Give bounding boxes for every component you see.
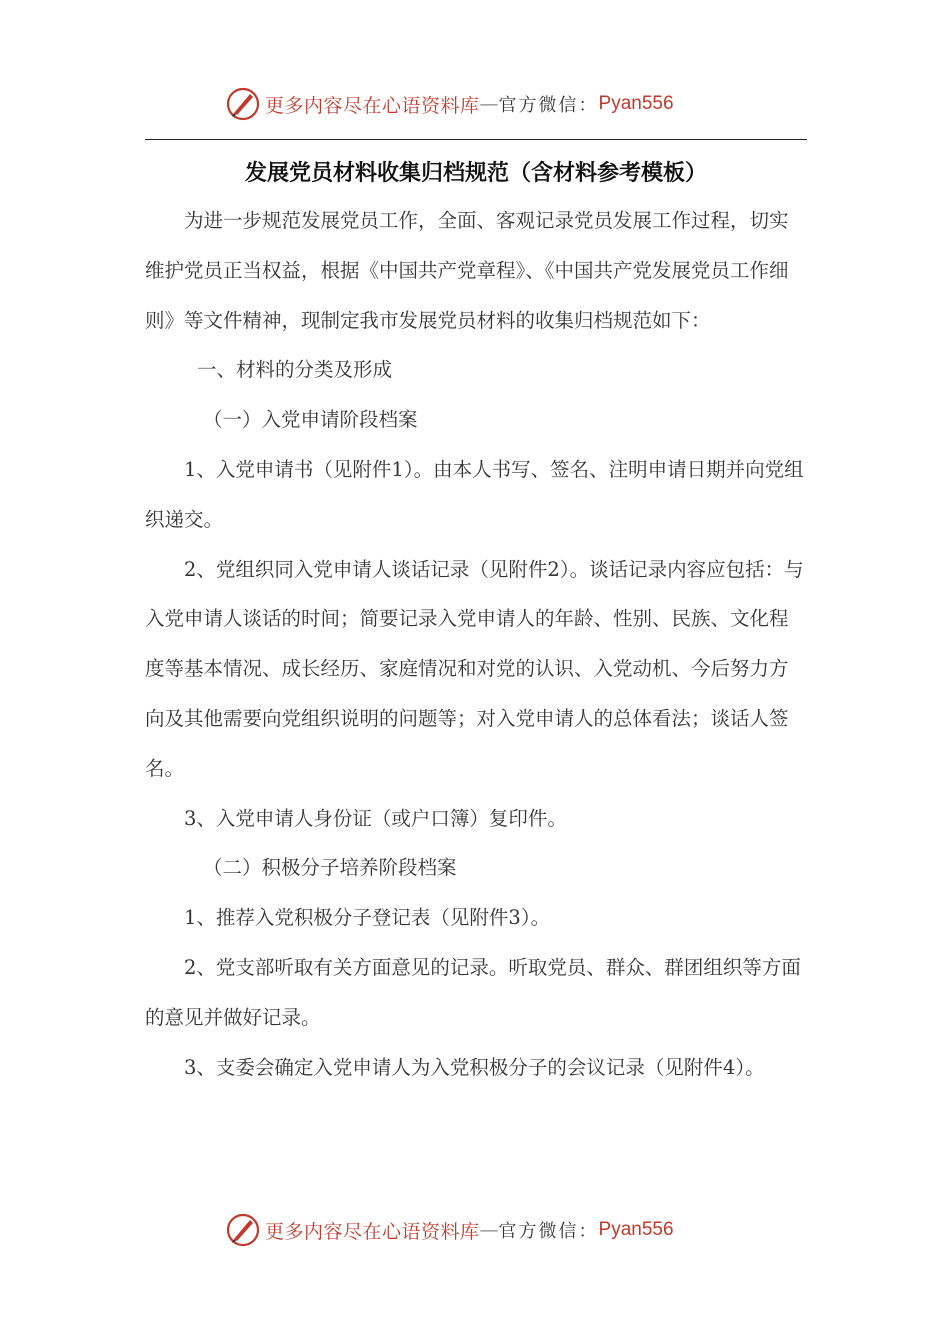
quill-pen-logo-icon bbox=[225, 86, 261, 122]
list-item: 1、入党申请书（见附件1）。由本人书写、签名、注明申请日期并向党组织递交。 bbox=[145, 457, 804, 531]
banner-main-text: 更多内容尽在心语资料库 bbox=[265, 94, 480, 117]
banner-official-label: 官方微信： bbox=[498, 1221, 599, 1242]
list-item: 3、入党申请人身份证（或户口簿）复印件。 bbox=[184, 806, 567, 830]
intro-paragraph: 为进一步规范发展党员工作，全面、客观记录党员发展工作过程，切实维护党员正当权益，根据《中国共产党章程》、《中国共产党发展党员工作细则》等文件精神，现制定我市发展党员材料的收集归档规范如下： bbox=[145, 209, 789, 332]
banner-wechat-id: Pyan556 bbox=[598, 1219, 674, 1240]
banner-official-label: 官方微信： bbox=[498, 95, 599, 116]
header-banner bbox=[225, 84, 674, 124]
banner-separator: — bbox=[479, 1219, 499, 1241]
subsection-heading: （一）入党申请阶段档案 bbox=[203, 408, 418, 432]
list-item: 2、党组织同入党申请人谈话记录（见附件2）。谈话记录内容应包括：与入党申请人谈话的时间；简要记录入党申请人的年龄、性别、民族、文化程度等基本情况、成长经历、家庭情况和对党的认识、入党动机、今后努力方向及其他需要向党组织说明的问题等；对入党申请人的总体看法；谈话人签名。 bbox=[145, 557, 804, 780]
footer-banner bbox=[225, 1210, 674, 1250]
subsection-heading: （二）积极分子培养阶段档案 bbox=[203, 856, 457, 880]
section-heading: 一、材料的分类及形成 bbox=[197, 358, 393, 382]
banner-wechat-id: Pyan556 bbox=[598, 93, 674, 114]
banner-main-text: 更多内容尽在心语资料库 bbox=[265, 1220, 480, 1243]
header-divider bbox=[145, 139, 807, 140]
list-item: 1、推荐入党积极分子登记表（见附件3）。 bbox=[184, 906, 551, 930]
list-item: 2、党支部听取有关方面意见的记录。听取党员、群众、群团组织等方面的意见并做好记录。 bbox=[145, 955, 801, 1029]
banner-separator: — bbox=[479, 93, 499, 115]
list-item: 3、支委会确定入党申请人为入党积极分子的会议记录（见附件4）。 bbox=[184, 1055, 765, 1079]
document-title: 发展党员材料收集归档规范（含材料参考模板） bbox=[244, 160, 707, 186]
document-body bbox=[145, 196, 807, 1092]
quill-pen-logo-icon bbox=[225, 1212, 261, 1248]
